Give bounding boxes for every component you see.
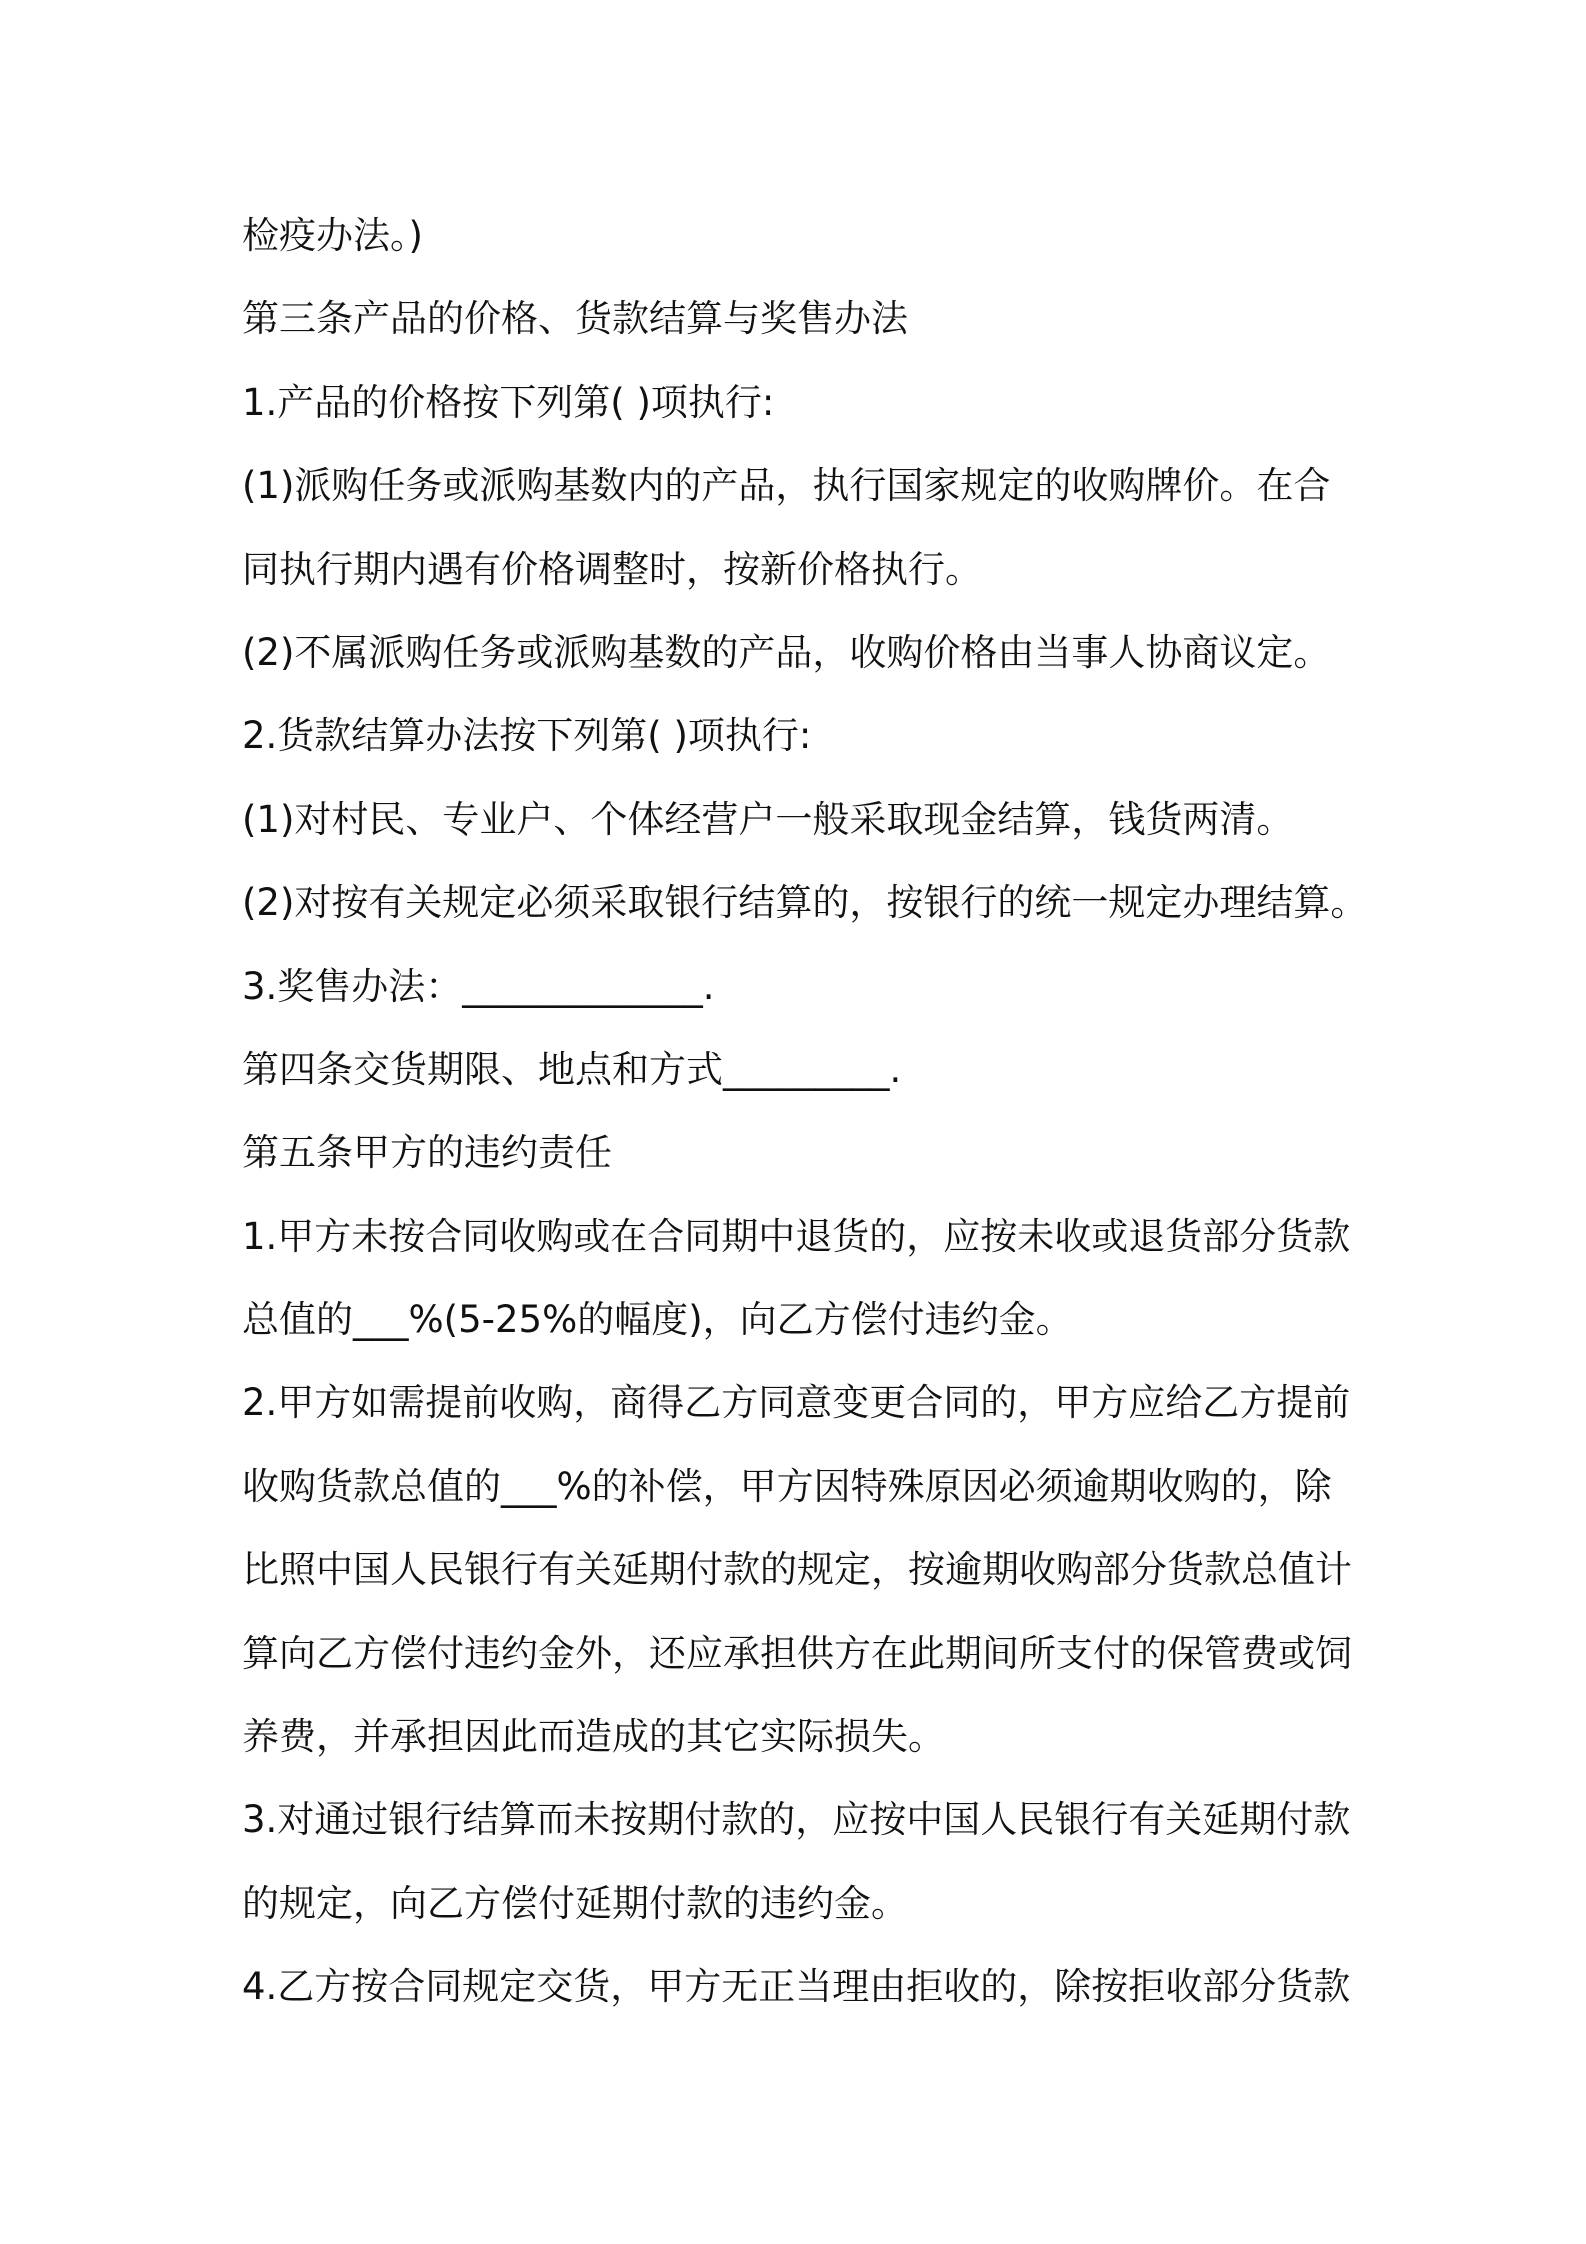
text-line: 同执行期内遇有价格调整时，按新价格执行。 bbox=[242, 547, 982, 591]
document-body bbox=[242, 194, 1368, 2029]
text-line: (2)对按有关规定必须采取银行结算的，按银行的统一规定办理结算。 bbox=[242, 881, 1368, 925]
text-line: 比照中国人民银行有关延期付款的规定，按逾期收购部分货款总值计 bbox=[242, 1548, 1352, 1592]
text-line: 2.货款结算办法按下列第( )项执行: bbox=[242, 714, 812, 758]
text-line: (1)对村民、专业户、个体经营户一般采取现金结算，钱货两清。 bbox=[242, 797, 1294, 841]
text-line: 1.产品的价格按下列第( )项执行: bbox=[242, 380, 775, 424]
text-line: 1.甲方未按合同收购或在合同期中退货的，应按未收或退货部分货款 bbox=[242, 1214, 1351, 1258]
text-line: (2)不属派购任务或派购基数的产品，收购价格由当事人协商议定。 bbox=[242, 630, 1331, 674]
text-line: 3.对通过银行结算而未按期付款的，应按中国人民银行有关延期付款 bbox=[242, 1798, 1351, 1842]
text-line: 总值的___%(5-25%的幅度)，向乙方偿付违约金。 bbox=[242, 1298, 1073, 1342]
text-line: 检疫办法。) bbox=[242, 214, 423, 257]
text-line: 3.奖售办法：_____________. bbox=[242, 964, 715, 1008]
text-line: 4.乙方按合同规定交货，甲方无正当理由拒收的，除按拒收部分货款 bbox=[242, 1965, 1351, 2009]
text-line: (1)派购任务或派购基数内的产品，执行国家规定的收购牌价。在合 bbox=[242, 464, 1331, 508]
text-line: 养费，并承担因此而造成的其它实际损失。 bbox=[242, 1715, 945, 1759]
text-line: 算向乙方偿付违约金外，还应承担供方在此期间所支付的保管费或饲 bbox=[242, 1631, 1352, 1675]
section-heading: 第四条交货期限、地点和方式_________. bbox=[242, 1047, 902, 1091]
text-line: 的规定，向乙方偿付延期付款的违约金。 bbox=[242, 1881, 908, 1925]
section-heading: 第五条甲方的违约责任 bbox=[242, 1131, 612, 1175]
text-line: 2.甲方如需提前收购，商得乙方同意变更合同的，甲方应给乙方提前 bbox=[242, 1381, 1351, 1425]
text-line: 收购货款总值的___%的补偿，甲方因特殊原因必须逾期收购的，除 bbox=[242, 1464, 1332, 1508]
section-heading: 第三条产品的价格、货款结算与奖售办法 bbox=[242, 297, 908, 341]
